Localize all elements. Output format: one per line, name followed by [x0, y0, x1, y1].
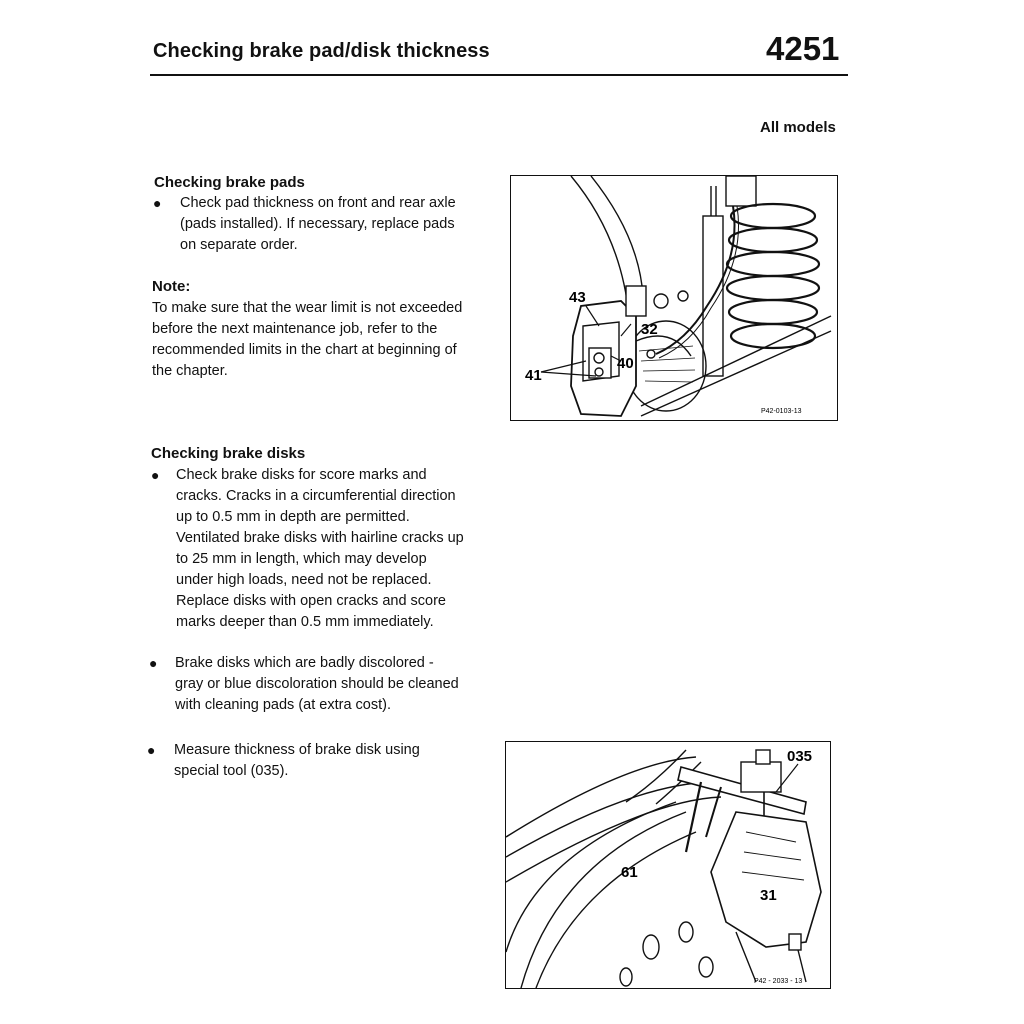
callout-035: 035: [787, 748, 813, 765]
text-line: with cleaning pads (at extra cost).: [175, 697, 391, 713]
text-line: recommended limits in the chart at beginning of: [152, 342, 457, 358]
page-title: Checking brake pad/disk thickness: [153, 40, 490, 62]
text-line: gray or blue discoloration should be cleaned: [175, 676, 459, 692]
models-label: All models: [760, 119, 836, 136]
bullet-item-pads: [153, 193, 493, 263]
header-rule: [150, 74, 848, 76]
bullet-icon: ●: [151, 467, 160, 483]
text-line: to 25 mm in length, which may develop: [176, 551, 427, 567]
bullet-icon: ●: [147, 742, 156, 758]
bullet-icon: ●: [153, 195, 162, 211]
figure-brake-caliper: [510, 175, 838, 421]
figure-reference: P42-0103-13: [761, 408, 802, 415]
disk-measurement-illustration: [506, 742, 830, 988]
text-line: (pads installed). If necessary, replace pads: [180, 216, 455, 232]
text-line: under high loads, need not be replaced.: [176, 572, 432, 588]
text-line: Ventilated brake disks with hairline cracks up: [176, 530, 464, 546]
section-heading-pads: Checking brake pads: [154, 174, 305, 191]
text-line: special tool (035).: [174, 763, 289, 779]
figure-reference: P42 - 2033 - 13: [754, 978, 803, 985]
section-heading-disks: Checking brake disks: [151, 445, 306, 462]
bullet-item-disks-cracks: [151, 465, 496, 635]
text-line: Measure thickness of brake disk using: [174, 742, 420, 758]
callout-32: 32: [641, 321, 658, 338]
text-line: before the next maintenance job, refer to the: [152, 321, 438, 337]
text-line: Replace disks with open cracks and score: [176, 593, 446, 609]
note-heading: Note:: [152, 278, 191, 295]
caliper-illustration: [511, 176, 837, 420]
callout-43: 43: [569, 289, 586, 306]
document-number: 4251: [766, 30, 840, 67]
text-line: on separate order.: [180, 237, 298, 253]
text-line: marks deeper than 0.5 mm immediately.: [176, 614, 434, 630]
text-line: Check brake disks for score marks and: [176, 467, 427, 483]
text-line: cracks. Cracks in a circumferential direction: [176, 488, 456, 504]
callout-31: 31: [760, 887, 777, 904]
text-line: To make sure that the wear limit is not exceeded: [152, 300, 463, 316]
callout-61: 61: [621, 864, 638, 881]
callout-41: 41: [525, 367, 542, 384]
text-line: up to 0.5 mm in depth are permitted.: [176, 509, 410, 525]
bullet-item-disks-discolored: [149, 653, 494, 719]
figure-disk-measurement: [505, 741, 831, 989]
text-line: Check pad thickness on front and rear axle: [180, 195, 456, 211]
bullet-item-disks-measure: [147, 740, 492, 784]
callout-40: 40: [617, 355, 634, 372]
text-line: Brake disks which are badly discolored -: [175, 655, 434, 671]
bullet-icon: ●: [149, 655, 158, 671]
text-line: the chapter.: [152, 363, 228, 379]
note-text: [152, 298, 497, 382]
